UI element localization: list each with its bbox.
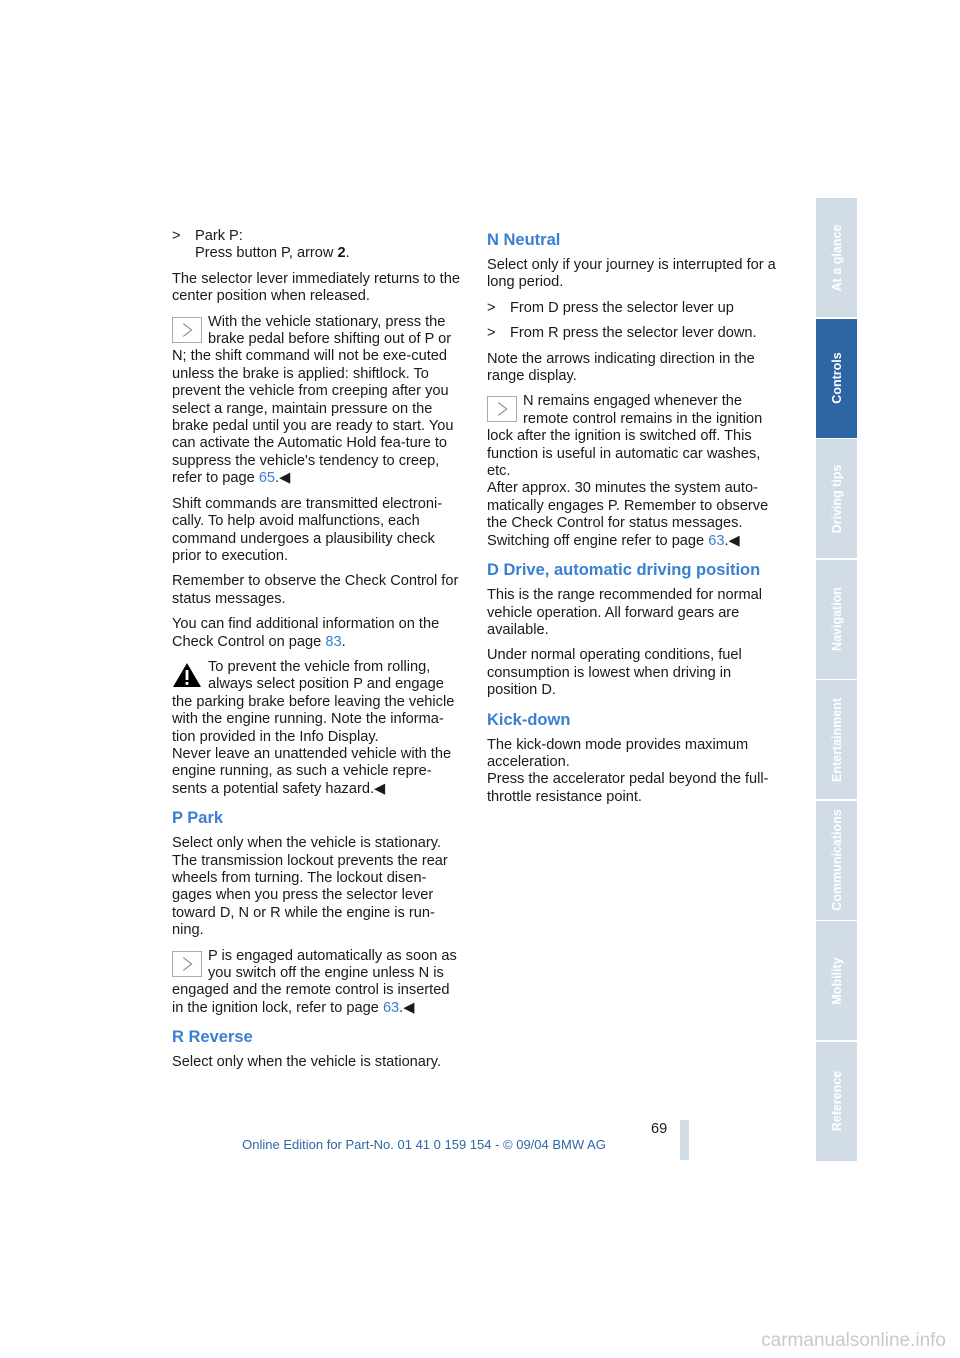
right-column (487, 228, 779, 814)
note-triangle-icon (487, 396, 517, 422)
note-neutral-text-3: Switching off engine refer to page (487, 532, 709, 549)
note-park-auto-text: P is engaged automatically as soon as you switch off the engine unless N is engaged and the remote control is inserted in the ignition lock, refer to page (172, 947, 457, 1016)
footer-text: Online Edition for Part-No. 01 41 0 159 154 - © 09/04 BMW AG (242, 1137, 606, 1152)
arrow-number: 2 (337, 245, 346, 262)
note-neutral-text-2: After approx. 30 minutes the system auto-matically engages P. Remember to observe the Check Control for status messages. (487, 480, 769, 532)
tab-communications[interactable]: Communications (816, 801, 857, 920)
tab-driving-tips[interactable]: Driving tips (816, 439, 857, 558)
note-triangle-icon (172, 951, 202, 977)
bullet-park-line2: Press button P, arrow (195, 245, 338, 262)
heading-drive: D Drive, automatic driving position (487, 561, 761, 580)
paragraph-check-control-info: You can find additional information on the Check Control on page 83. (172, 616, 440, 650)
heading-park: P Park (172, 809, 224, 828)
tab-entertainment[interactable]: Entertainment (816, 680, 857, 799)
heading-neutral: N Neutral (487, 231, 561, 249)
warning-rolling (172, 659, 464, 798)
paragraph-check-control: Remember to observe the Check Control for status messages. (172, 573, 459, 607)
heading-reverse: R Reverse (172, 1028, 253, 1047)
note-neutral-text-1: N remains engaged whenever the remote control remains in the ignition lock after the ignition is switched off. This function is useful in automatic car washes, etc. (487, 393, 763, 480)
chapter-tabs (816, 198, 857, 1162)
page-link-83[interactable]: 83 (325, 633, 342, 650)
tab-controls[interactable]: Controls (816, 319, 857, 438)
paragraph-kick-down: The kick-down mode provides maximum acceleration. Press the accelerator pedal beyond the full-throttle resistance point. (487, 736, 769, 805)
warning-text-1: To prevent the vehicle from rolling, always select position P and engage the parking brake before leaving the vehicle with the engine running. Note the informa-tion provided in the Info Display. (172, 658, 455, 745)
end-marker: ◀ (728, 532, 740, 549)
tab-reference[interactable]: Reference (816, 1042, 857, 1161)
left-column (172, 228, 464, 1080)
paragraph-drive-2: Under normal operating conditions, fuel consumption is lowest when driving in position D. (487, 647, 742, 699)
paragraph-neutral: Select only if your journey is interrupted for a long period. (487, 257, 776, 291)
paragraph-selector-returns: The selector lever immediately returns to the center position when released. (172, 270, 460, 305)
note-triangle-icon (172, 317, 202, 343)
paragraph-shift-commands: Shift commands are transmitted electroni-cally. To help avoid malfunctions, each command undergoes a plausibility check prior to execution. (172, 495, 443, 564)
bullet-marker: > (172, 228, 181, 244)
paragraph-arrows: Note the arrows indicating direction in the range display. (487, 350, 755, 385)
note-neutral-engaged: N remains engaged whenever the remote control remains in the ignition lock after the ignition is switched off. This function is useful in automatic car washes, etc. After approx. 30 minutes the system auto-matically engages P. Remember to observe the Check Control for status messages. Switching off engine refer to page 63.◀ (487, 393, 769, 549)
paragraph-drive-1: This is the range recommended for normal vehicle operation. All forward gears are available. (487, 587, 762, 638)
note-shiftlock-text: With the vehicle stationary, press the brake pedal before shifting out of P or N; the shift command will not be exe-cuted unless the brake is applied: shiftlock. To prevent the vehicle from creeping after you select a range, maintain pressure on the brake pedal until you are ready to start. You can activate the Automatic Hold fea-ture to suppress the vehicle's tendency to creep, refer to page (172, 313, 454, 487)
warning-icon (172, 662, 202, 688)
page-link-63[interactable]: 63 (708, 532, 725, 549)
page-link-63[interactable]: 63 (382, 999, 400, 1016)
note-shiftlock: With the vehicle stationary, press the brake pedal before shifting out of P or N; the shift command will not be exe-cuted unless the brake is applied: shiftlock. To prevent the vehicle from creeping after you select a range, maintain pressure on the brake pedal until you are ready to start. You can activate the Automatic Hold fea-ture to suppress the vehicle's tendency to creep, refer to page 65.◀ (172, 313, 454, 487)
heading-kick-down: Kick-down (487, 710, 571, 729)
bullet-park: > Park P: Press button P, arrow 2. (172, 228, 350, 262)
end-marker: ◀ (279, 470, 291, 487)
page-link-65[interactable]: 65 (258, 470, 276, 487)
bullet-marker: > (487, 325, 496, 342)
tab-mobility[interactable]: Mobility (816, 921, 857, 1040)
page-number: 69 (651, 1121, 668, 1137)
paragraph-reverse: Select only when the vehicle is stationary. (172, 1054, 442, 1071)
watermark: carmanualsonline.info (761, 1330, 946, 1351)
bullet-marker: > (487, 299, 496, 316)
note-park-auto: P is engaged automatically as soon as you switch off the engine unless N is engaged and the remote control is inserted in the ignition lock, refer to page 63.◀ (172, 947, 457, 1016)
paragraph-park: Select only when the vehicle is stationary. The transmission lockout prevents the rear wheels from turning. The lockout disen-gages when you press the selector lever toward D, N or R while the engine is run-ning. (172, 835, 448, 939)
bullet-park-line1: Park P: (195, 228, 243, 244)
bullet-from-r: > From R press the selector lever down. (487, 325, 757, 342)
footer (0, 1137, 960, 1152)
tab-navigation[interactable]: Navigation (816, 560, 857, 679)
warning-text-2: Never leave an unattended vehicle with the engine running, as such a vehicle repre-sents a potential safety hazard. (172, 745, 452, 797)
tab-at-a-glance[interactable]: At a glance (816, 198, 857, 317)
end-marker: ◀ (403, 999, 415, 1016)
bullet-from-d: > From D press the selector lever up (487, 299, 734, 316)
end-marker: ◀ (374, 780, 386, 797)
